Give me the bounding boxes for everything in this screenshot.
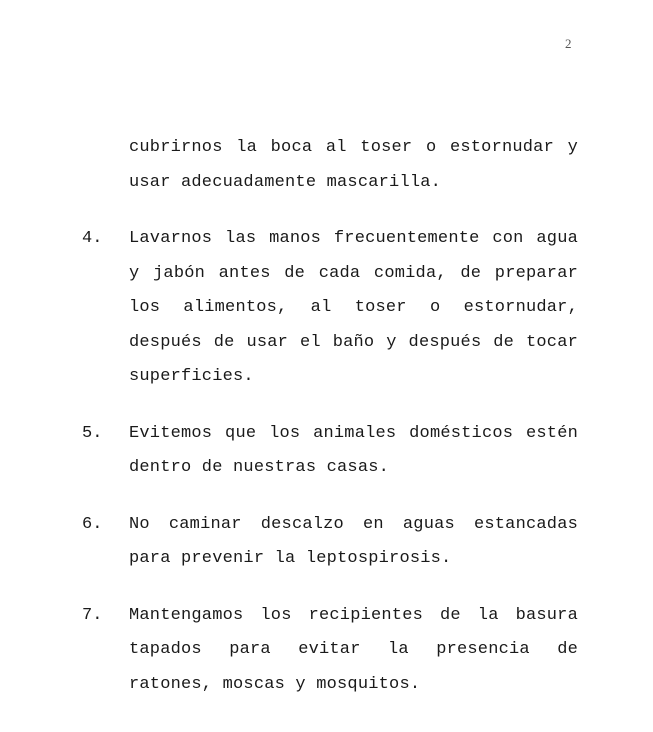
document-body bbox=[0, 131, 653, 724]
list-item-number: 4. bbox=[82, 229, 103, 248]
list-item bbox=[0, 599, 653, 703]
list-item-text: Lavarnos las manos frecuentemente con agua y jabón antes de cada comida, de preparar los alimentos, al toser o estornudar, después de usar el baño y después de tocar superficies. bbox=[129, 229, 578, 386]
list-item bbox=[0, 222, 653, 395]
list-item-number: 6. bbox=[82, 514, 103, 534]
page-number: 2 bbox=[565, 36, 572, 51]
list-item-number: 7. bbox=[82, 605, 103, 625]
list-item bbox=[0, 508, 653, 577]
list-item-text: Mantengamos los recipientes de la basura tapados para evitar la presencia de ratones, moscas y mosquitos. bbox=[129, 605, 578, 694]
list-item-number: 5. bbox=[82, 423, 103, 443]
paragraph-text: cubrirnos la boca al toser o estornudar y usar adecuadamente mascarilla. bbox=[129, 138, 578, 192]
list-item-text: Evitemos que los animales domésticos estén dentro de nuestras casas. bbox=[129, 423, 578, 477]
list-item bbox=[0, 417, 653, 486]
list-item-text: No caminar descalzo en aguas estancadas para prevenir la leptospirosis. bbox=[129, 514, 578, 568]
continuation-paragraph bbox=[0, 131, 653, 200]
